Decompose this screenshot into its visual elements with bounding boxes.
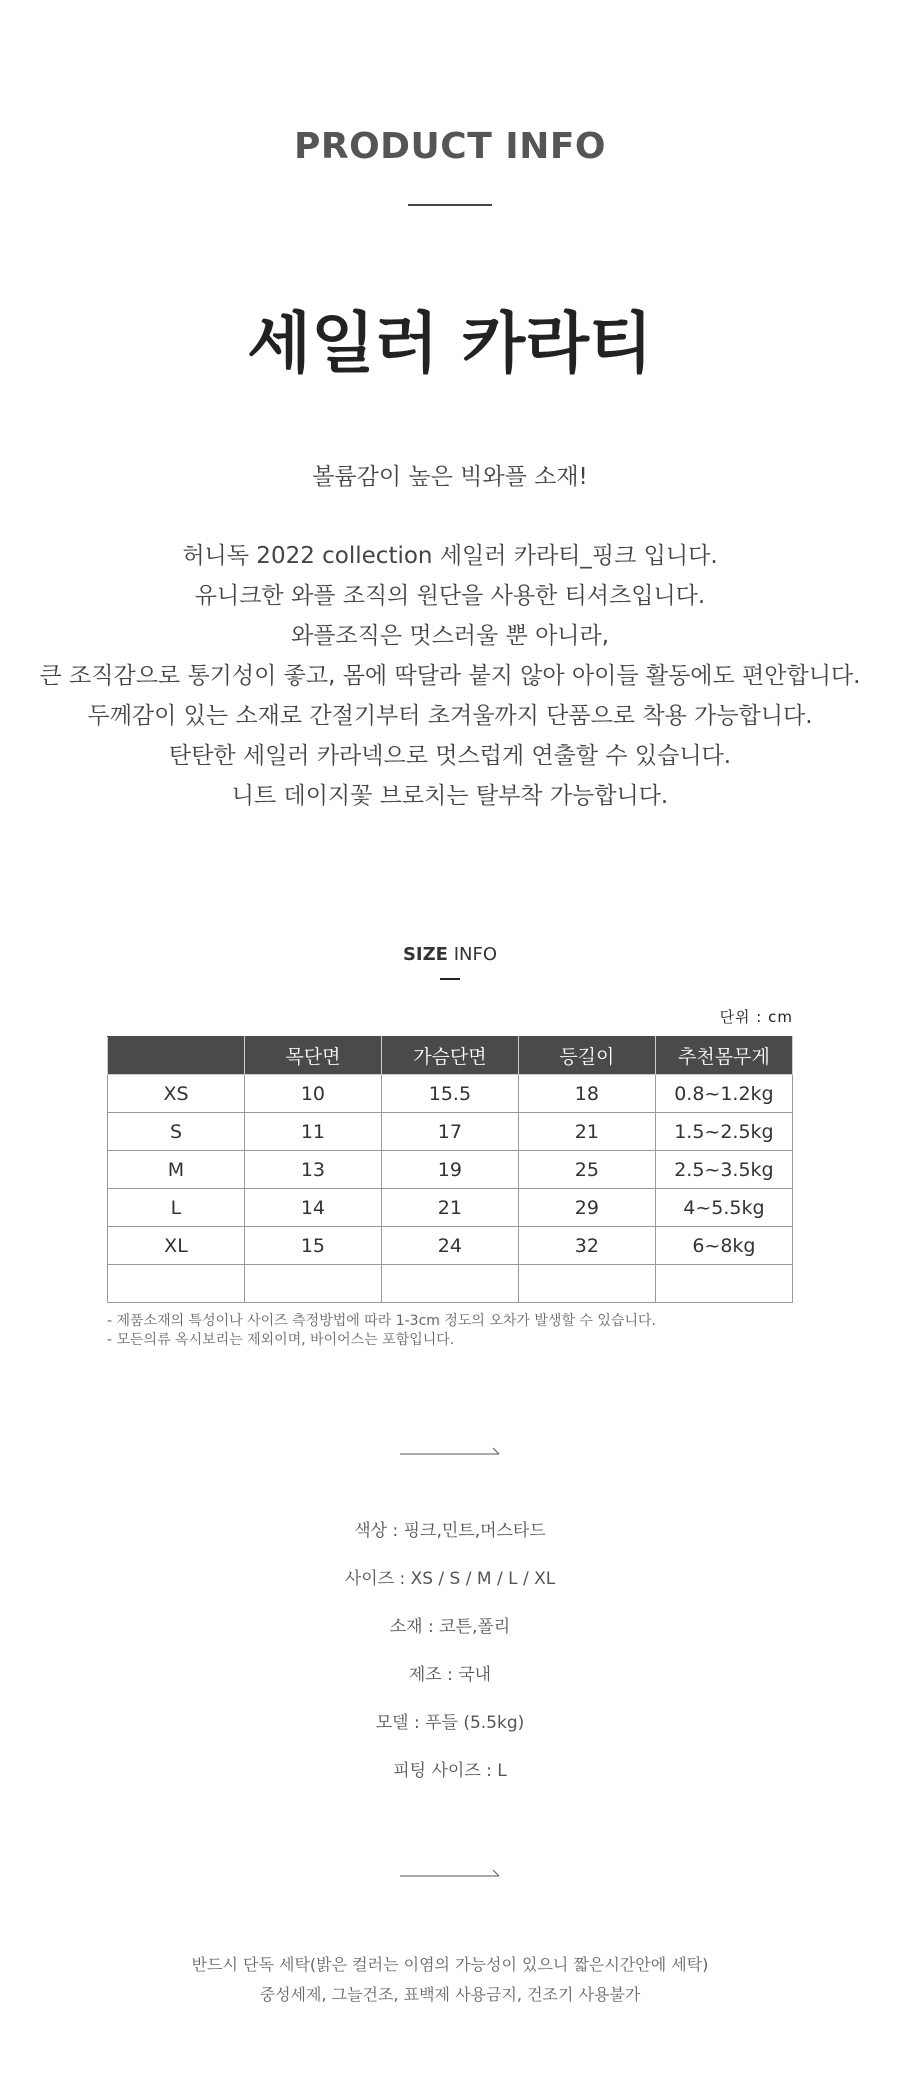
spec-material: 소재 : 코튼,폴리	[389, 1617, 511, 1637]
table-row	[108, 1113, 793, 1151]
table-row	[108, 1075, 793, 1113]
table-cell: 24	[381, 1227, 518, 1265]
table-cell: 32	[518, 1227, 655, 1265]
product-name: 세일러 카라티	[247, 305, 653, 382]
size-info-title-bold: SIZE	[402, 944, 448, 965]
size-info-title	[0, 944, 900, 965]
size-note: - 제품소재의 특성이나 사이즈 측정방법에 따라 1-3cm 정도의 오차가 발생할 수 있습니다.	[107, 1313, 656, 1329]
table-cell: XS	[108, 1075, 245, 1113]
table-cell: 11	[244, 1113, 381, 1151]
description-line: 허니독 2022 collection 세일러 카라티_핑크 입니다.	[182, 543, 718, 569]
table-cell: 29	[518, 1189, 655, 1227]
table-cell: 14	[244, 1189, 381, 1227]
table-header-cell: 목단면	[244, 1037, 381, 1075]
spec-color: 색상 : 핑크,민트,머스타드	[354, 1521, 546, 1541]
table-cell: 10	[244, 1075, 381, 1113]
table-cell: 18	[518, 1075, 655, 1113]
size-note: - 모든의류 옥시보리는 제외이며, 바이어스는 포함입니다.	[107, 1332, 455, 1348]
description-line: 큰 조직감으로 통기성이 좋고, 몸에 딱달라 붙지 않아 아이들 활동에도 편안합니다.	[39, 663, 861, 689]
description-headline: 볼륨감이 높은 빅와플 소재!	[312, 464, 588, 490]
table-row	[108, 1227, 793, 1265]
spec-list	[0, 1520, 900, 1808]
table-cell: 6~8kg	[655, 1227, 792, 1265]
description-line: 탄탄한 세일러 카라넥으로 멋스럽게 연출할 수 있습니다.	[168, 743, 732, 769]
table-cell	[518, 1265, 655, 1303]
table-cell: 15.5	[381, 1075, 518, 1113]
size-info-title-rest: INFO	[453, 944, 498, 965]
table-row	[108, 1189, 793, 1227]
table-cell: L	[108, 1189, 245, 1227]
size-table	[107, 1036, 793, 1303]
table-cell	[655, 1265, 792, 1303]
table-header-cell: 추천몸무게	[655, 1037, 792, 1075]
table-cell	[244, 1265, 381, 1303]
table-cell: 0.8~1.2kg	[655, 1075, 792, 1113]
table-row	[108, 1151, 793, 1189]
table-cell: 25	[518, 1151, 655, 1189]
table-cell: S	[108, 1113, 245, 1151]
table-cell: 21	[381, 1189, 518, 1227]
arrow-divider-icon	[400, 1866, 500, 1878]
care-line: 반드시 단독 세탁(밝은 컬러는 이염의 가능성이 있으니 짧은시간안에 세탁)	[191, 1955, 709, 1974]
table-cell	[108, 1265, 245, 1303]
spec-model: 모델 : 푸들 (5.5kg)	[375, 1713, 525, 1733]
table-header-cell: 가슴단면	[381, 1037, 518, 1075]
table-cell: 17	[381, 1113, 518, 1151]
unit-label: 단위 : cm	[719, 1008, 793, 1026]
spec-sizes: 사이즈 : XS / S / M / L / XL	[344, 1569, 556, 1589]
size-info-divider	[440, 978, 460, 980]
description-line: 유니크한 와플 조직의 원단을 사용한 티셔츠입니다.	[194, 583, 706, 609]
description-body	[0, 536, 900, 816]
care-line: 중성세제, 그늘건조, 표백제 사용금지, 건조기 사용불가	[259, 1985, 641, 2004]
table-cell: 21	[518, 1113, 655, 1151]
table-cell: 4~5.5kg	[655, 1189, 792, 1227]
size-notes	[107, 1312, 656, 1350]
table-cell: 15	[244, 1227, 381, 1265]
care-instructions	[0, 1950, 900, 2010]
table-cell: 13	[244, 1151, 381, 1189]
description-line: 두께감이 있는 소재로 간절기부터 초겨울까지 단품으로 착용 가능합니다.	[87, 703, 813, 729]
table-cell: M	[108, 1151, 245, 1189]
table-header-cell: 등길이	[518, 1037, 655, 1075]
table-header-row	[108, 1037, 793, 1075]
table-cell	[381, 1265, 518, 1303]
spec-fitting-size: 피팅 사이즈 : L	[393, 1761, 507, 1781]
table-cell: 1.5~2.5kg	[655, 1113, 792, 1151]
description-line: 니트 데이지꽃 브로치는 탈부착 가능합니다.	[231, 783, 669, 809]
section-title: PRODUCT INFO	[293, 126, 607, 167]
arrow-divider-icon	[400, 1444, 500, 1456]
description-line: 와플조직은 멋스러울 뿐 아니라,	[290, 623, 610, 649]
spec-manufacture: 제조 : 국내	[408, 1665, 492, 1685]
table-cell: XL	[108, 1227, 245, 1265]
table-cell: 19	[381, 1151, 518, 1189]
title-divider	[408, 204, 492, 206]
table-row-empty	[108, 1265, 793, 1303]
table-header-cell	[108, 1037, 245, 1075]
table-cell: 2.5~3.5kg	[655, 1151, 792, 1189]
